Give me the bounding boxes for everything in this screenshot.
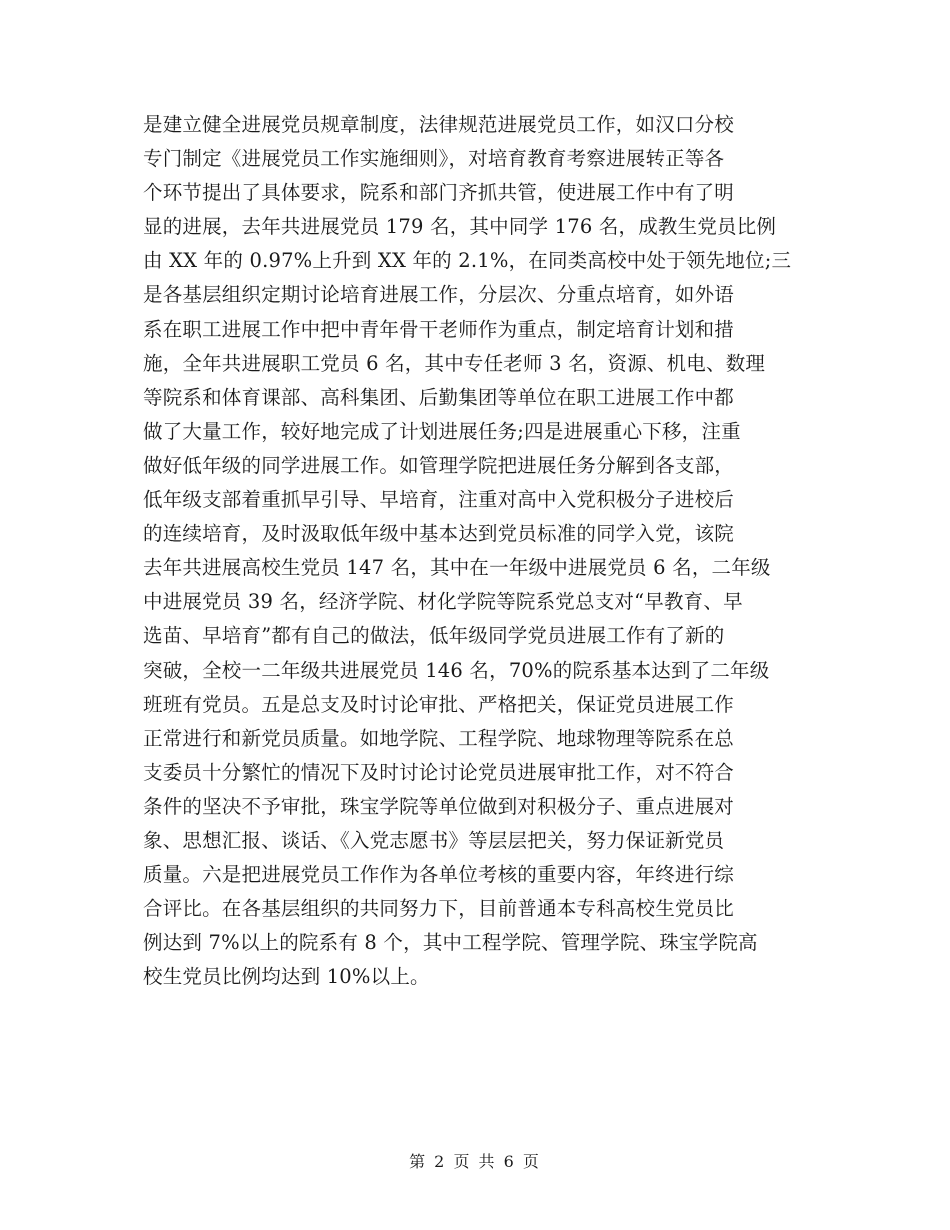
text-line: 例达到 7%以上的院系有 8 个，其中工程学院、管理学院、珠宝学院高	[143, 931, 758, 955]
text-line: 系在职工进展工作中把中青年骨干老师作为重点，制定培育计划和措	[143, 317, 735, 341]
text-line: 校生党员比例均达到 10%以上。	[143, 965, 430, 989]
text-line: 中进展党员 39 名，经济学院、材化学院等院系党总支对“早教育、早	[143, 590, 743, 614]
text-line: 质量。六是把进展党员工作作为各单位考核的重要内容，年终进行综	[143, 863, 735, 887]
text-line: 象、思想汇报、谈话、《入党志愿书》等层层把关，努力保证新党员	[143, 828, 725, 852]
text-line: 施，全年共进展职工党员 6 名，其中专任老师 3 名，资源、机电、数理	[143, 351, 766, 375]
text-line: 个环节提出了具体要求，院系和部门齐抓共管，使进展工作中有了明	[143, 181, 735, 205]
text-line: 由 XX 年的 0.97%上升到 XX 年的 2.1%，在同类高校中处于领先地位;三	[143, 249, 792, 273]
text-line: 的连续培育，及时汲取低年级中基本达到党员标准的同学入党，该院	[143, 522, 735, 546]
text-line: 做了大量工作，较好地完成了计划进展任务;四是进展重心下移，注重	[143, 419, 741, 443]
text-line: 低年级支部着重抓早引导、早培育，注重对高中入党积极分子进校后	[143, 488, 735, 512]
text-line: 正常进行和新党员质量。如地学院、工程学院、地球物理等院系在总	[143, 726, 735, 750]
text-line: 班班有党员。五是总支及时讨论审批、严格把关，保证党员进展工作	[143, 692, 735, 716]
text-line: 是建立健全进展党员规章制度，法律规范进展党员工作，如汉口分校	[143, 113, 735, 136]
text-line: 去年共进展高校生党员 147 名，其中在一年级中进展党员 6 名，二年级	[143, 556, 771, 580]
page-number-footer: 第 2 页 共 6 页	[409, 1152, 541, 1171]
text-line: 等院系和体育课部、高科集团、后勤集团等单位在职工进展工作中都	[143, 385, 735, 409]
text-line: 突破，全校一二年级共进展党员 146 名，70%的院系基本达到了二年级	[143, 658, 770, 682]
text-line: 做好低年级的同学进展工作。如管理学院把进展任务分解到各支部，	[143, 453, 735, 477]
text-line: 专门制定《进展党员工作实施细则》，对培育教育考察进展转正等各	[143, 147, 725, 171]
text-line: 选苗、早培育”都有自己的做法，低年级同学党员进展工作有了新的	[143, 624, 725, 648]
text-line: 合评比。在各基层组织的共同努力下，目前普通本专科高校生党员比	[143, 897, 735, 921]
body-paragraph	[143, 108, 823, 994]
text-line: 显的进展，去年共进展党员 179 名，其中同学 176 名，成教生党员比例	[143, 215, 777, 239]
text-line: 是各基层组织定期讨论培育进展工作，分层次、分重点培育，如外语	[143, 283, 735, 307]
text-line: 条件的坚决不予审批，珠宝学院等单位做到对积极分子、重点进展对	[143, 794, 735, 818]
text-line: 支委员十分繁忙的情况下及时讨论讨论党员进展审批工作，对不符合	[143, 760, 735, 784]
